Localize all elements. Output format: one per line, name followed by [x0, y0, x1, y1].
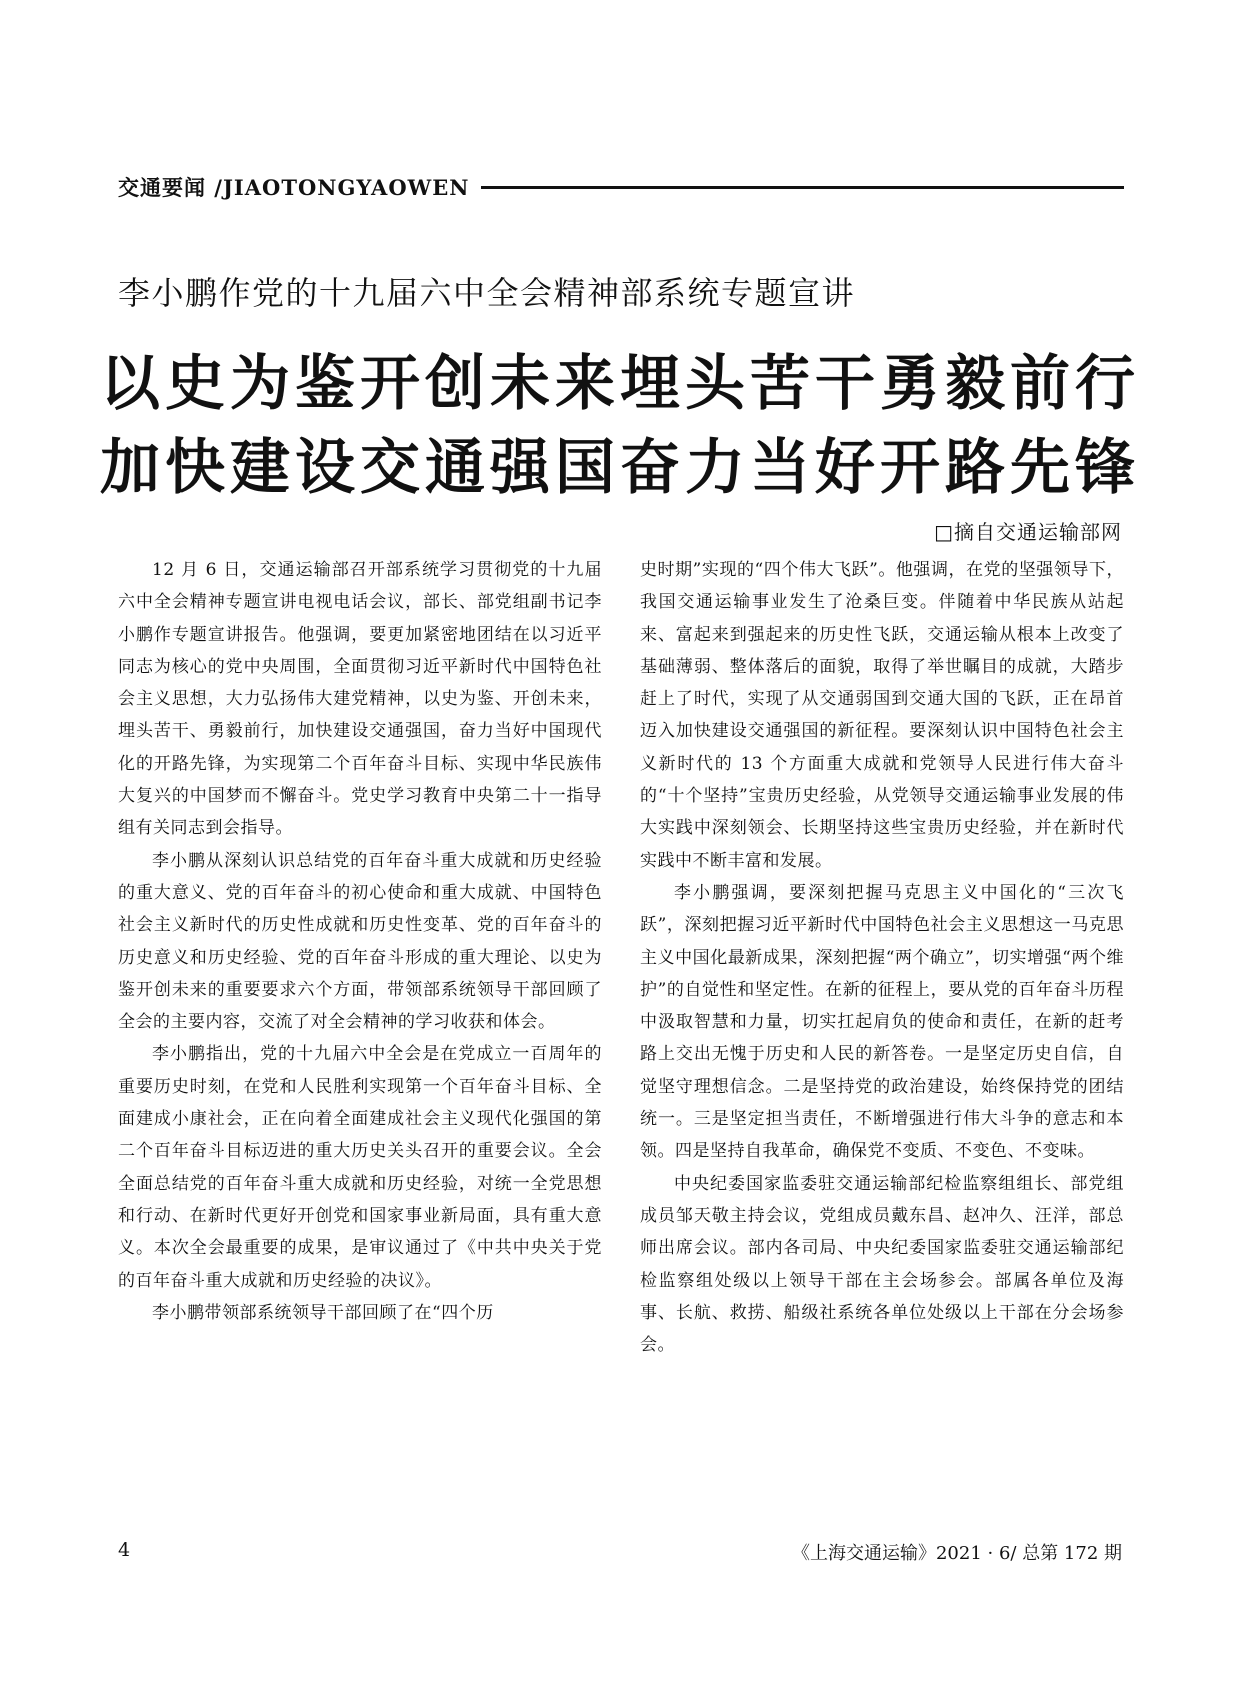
left-column [118, 554, 602, 1329]
paragraph: 李小鹏从深刻认识总结党的百年奋斗重大成就和历史经验的重大意义、党的百年奋斗的初心使命和重大成就、中国特色社会主义新时代的历史性成就和历史性变革、党的百年奋斗的历史意义和历史经验、党的百年奋斗形成的重大理论、以史为鉴开创未来的重要要求六个方面，带领部系统领导干部回顾了全会的主要内容，交流了对全会精神的学习收获和体会。 [118, 850, 602, 1033]
headline-line-2: 加快建设交通强国奋力当好开路先锋 [100, 433, 1140, 503]
paragraph: 中央纪委国家监委驻交通运输部纪检监察组组长、部党组成员邹天敬主持会议，党组成员戴东昌、赵冲久、汪洋，部总师出席会议。部内各司局、中央纪委国家监委驻交通运输部纪检监察组处级以上领导干部在主会场参会。部属各单位及海事、长航、救捞、船级社系统各单位处级以上干部在分会场参会。 [640, 1173, 1124, 1356]
article-source: □摘自交通运输部网 [934, 520, 1122, 544]
page-number: 4 [118, 1539, 131, 1561]
paragraph: 李小鹏指出，党的十九届六中全会是在党成立一百周年的重要历史时刻，在党和人民胜利实现第一个百年奋斗目标、全面建成小康社会，正在向着全面建成社会主义现代化强国的第二个百年奋斗目标迈进的重大历史关头召开的重要会议。全会全面总结党的百年奋斗重大成就和历史经验，对统一全党思想和行动、在新时代更好开创党和国家事业新局面，具有重大意义。本次全会最重要的成果，是审议通过了《中共中央关于党的百年奋斗重大成就和历史经验的决议》。 [118, 1044, 602, 1291]
right-column [640, 554, 1124, 1361]
magazine-issue: 《上海交通运输》2021 · 6/ 总第 172 期 [791, 1543, 1122, 1564]
section-rule [481, 186, 1124, 189]
paragraph: 12 月 6 日，交通运输部召开部系统学习贯彻党的十九届六中全会精神专题宣讲电视电话会议，部长、部党组副书记李小鹏作专题宣讲报告。他强调，要更加紧密地团结在以习近平同志为核心的党中央周围，全面贯彻习近平新时代中国特色社会主义思想，大力弘扬伟大建党精神，以史为鉴、开创未来，埋头苦干、勇毅前行，加快建设交通强国，奋力当好中国现代化的开路先锋，为实现第二个百年奋斗目标、实现中华民族伟大复兴的中国梦而不懈奋斗。党史学习教育中央第二十一指导组有关同志到会指导。 [118, 560, 602, 839]
paragraph: 李小鹏强调，要深刻把握马克思主义中国化的“三次飞跃”，深刻把握习近平新时代中国特色社会主义思想这一马克思主义中国化最新成果，深刻把握“两个确立”，切实增强“两个维护”的自觉性和坚定性。在新的征程上，要从党的百年奋斗历程中汲取智慧和力量，切实扛起肩负的使命和责任，在新的赶考路上交出无愧于历史和人民的新答卷。一是坚定历史自信，自觉坚守理想信念。二是坚持党的政治建设，始终保持党的团结统一。三是坚定担当责任，不断增强进行伟大斗争的意志和本领。四是坚持自我革命，确保党不变质、不变色、不变味。 [640, 882, 1124, 1162]
headline-line-1: 以史为鉴开创未来埋头苦干勇毅前行 [100, 349, 1140, 419]
section-header [118, 172, 1124, 202]
paragraph: 李小鹏带领部系统领导干部回顾了在“四个历 [152, 1302, 494, 1323]
paragraph: 史时期”实现的“四个伟大飞跃”。他强调，在党的坚强领导下，我国交通运输事业发生了沧桑巨变。伴随着中华民族从站起来、富起来到强起来的历史性飞跃，交通运输从根本上改变了基础薄弱、整体落后的面貌，取得了举世瞩目的成就，大踏步赶上了时代，实现了从交通弱国到交通大国的飞跃，正在昂首迈入加快建设交通强国的新征程。要深刻认识中国特色社会主义新时代的 13 个方面重大成就和党领导人民进行伟大奋斗的“十个坚持”宝贵历史经验，从党领导交通运输事业发展的伟大实践中深刻领会、长期坚持这些宝贵历史经验，并在新时代实践中不断丰富和发展。 [640, 560, 1124, 871]
article-subtitle: 李小鹏作党的十九届六中全会精神部系统专题宣讲 [118, 274, 856, 312]
section-title: 交通要闻 /JIAOTONGYAOWEN [118, 175, 470, 200]
